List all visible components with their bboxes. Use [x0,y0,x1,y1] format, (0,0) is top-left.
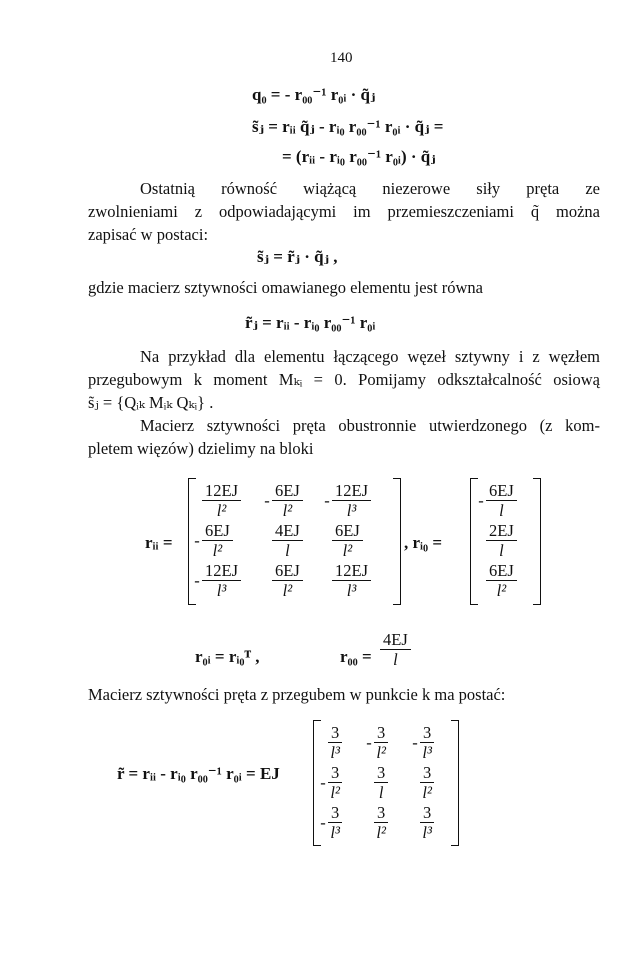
fraction-numerator: 6EJ [202,521,233,541]
matrix-r10-label: , rᵢ₀ = [404,533,443,552]
matrix-cell [364,803,388,842]
matrix-cell-sign: - [366,732,372,752]
matrix-final-label: r̃ = rᵢᵢ - rᵢ₀ r₀₀⁻¹ r₀ᵢ = EJ [117,764,280,783]
equation-r01: r₀ᵢ = rᵢ₀ᵀ , [195,647,260,666]
fraction-denominator: l [499,541,504,560]
page-number: 140 [330,50,353,66]
fraction-denominator: l² [342,541,353,560]
fraction-numerator: 12EJ [202,481,241,501]
paragraph-line: Macierz sztywności pręta z przegubem w punkcie k ma postać: [88,685,506,704]
matrix-cell [322,561,371,600]
fraction-numerator: 6EJ [272,481,303,501]
fraction-denominator: l³ [346,501,357,520]
fraction-denominator: l² [422,783,432,802]
matrix-cell-sign: - [412,732,418,752]
fraction-denominator: l [378,783,384,802]
paragraph-line: s̃ⱼ = {Qᵢₖ Mᵢₖ Qₖᵢ} . [88,393,214,412]
fraction-denominator: l² [282,581,293,600]
matrix-bracket-right [393,478,401,605]
fraction-denominator: l³ [216,581,227,600]
fraction-numerator: 3 [420,763,434,783]
fraction-denominator: l³ [422,743,432,762]
fraction-denominator: l² [282,501,293,520]
fraction-denominator: l³ [422,823,432,842]
equation-stiffness-relation: s̃ⱼ = r̃ⱼ · q̃ⱼ , [257,247,338,266]
paragraph-line: pletem więzów) dzielimy na bloki [88,439,314,458]
matrix-cell-sign: - [320,772,326,792]
fraction-numerator: 3 [374,763,388,783]
matrix-cell-sign: - [320,812,326,832]
paragraph-line: gdzie macierz sztywności omawianego elementu jest równa [88,278,483,297]
fraction-numerator: 12EJ [332,561,371,581]
fraction-numerator: 6EJ [332,521,363,541]
fraction-numerator: 6EJ [486,561,517,581]
matrix-cell [192,521,233,560]
matrix-cell-sign: - [194,570,200,590]
matrix-cell-sign: - [478,490,484,510]
matrix-cell [410,803,434,842]
matrix-cell [318,723,342,762]
fraction-denominator: l [499,501,504,520]
matrix-cell [192,561,241,600]
matrix-cell [318,763,342,802]
paragraph-line: Macierz sztywności pręta obustronnie utwierdzonego (z kom- [140,416,600,435]
fraction-numerator: 3 [374,723,388,743]
paragraph-line: Na przykład dla elementu łączącego węzeł sztywny i z węzłem [140,347,600,366]
matrix-cell-sign: - [264,490,270,510]
matrix-cell [322,521,363,560]
paragraph-line: zapisać w postaci: [88,225,209,244]
matrix-cell [262,521,303,560]
matrix-cell [476,481,517,520]
equation-q0: q₀ = - r₀₀⁻¹ r₀ᵢ · q̃ⱼ [252,85,376,104]
matrix-r11-label: rᵢᵢ = [145,533,173,552]
fraction-numerator: 3 [420,723,434,743]
fraction-numerator: 3 [328,723,342,743]
matrix-bracket-right [451,720,459,846]
fraction-numerator: 12EJ [332,481,371,501]
fraction-denominator: l³ [330,743,340,762]
matrix-cell [410,723,434,762]
fraction-numerator: 4EJ [272,521,303,541]
fraction-numerator: 4EJ [380,630,411,650]
fraction-denominator: l [393,650,398,669]
paragraph-line: zwolnieniami z odpowiadającymi im przemieszczeniami q̃ można [88,202,600,221]
fraction-denominator: l² [216,501,227,520]
fraction-r00 [380,630,411,669]
fraction-denominator: l² [212,541,223,560]
fraction-denominator: l³ [346,581,357,600]
matrix-cell [262,481,303,520]
matrix-cell [476,561,517,600]
matrix-cell [364,763,388,802]
fraction-numerator: 3 [420,803,434,823]
paragraph-line: przegubowym k moment Mₖᵢ = 0. Pomijamy odkształcalność osiową [88,370,600,389]
fraction-denominator: l³ [330,823,340,842]
matrix-cell-sign: - [194,530,200,550]
matrix-cell [262,561,303,600]
fraction-numerator: 3 [374,803,388,823]
fraction-numerator: 3 [328,763,342,783]
fraction-numerator: 12EJ [202,561,241,581]
fraction-numerator: 6EJ [272,561,303,581]
fraction-denominator: l² [330,783,340,802]
equation-reduced-stiffness: r̃ⱼ = rᵢᵢ - rᵢ₀ r₀₀⁻¹ r₀ᵢ [245,313,376,332]
matrix-cell [318,803,342,842]
fraction-numerator: 3 [328,803,342,823]
matrix-cell [476,521,517,560]
fraction-numerator: 6EJ [486,481,517,501]
equation-sj: s̃ⱼ = rᵢᵢ q̃ⱼ - rᵢ₀ r₀₀⁻¹ r₀ᵢ · q̃ⱼ = [252,117,444,136]
matrix-cell [364,723,388,762]
fraction-denominator: l² [496,581,507,600]
matrix-bracket-right [533,478,541,605]
fraction-denominator: l [285,541,290,560]
matrix-cell [322,481,371,520]
matrix-cell [192,481,241,520]
fraction-numerator: 2EJ [486,521,517,541]
paragraph-line: Ostatnią równość wiążącą niezerowe siły pręta ze [140,179,600,198]
fraction-denominator: l² [376,743,386,762]
matrix-cell-sign: - [324,490,330,510]
fraction-denominator: l² [376,823,386,842]
equation-sj-factored: = (rᵢᵢ - rᵢ₀ r₀₀⁻¹ r₀ᵢ) · q̃ⱼ [282,147,436,166]
matrix-cell [410,763,434,802]
equation-r00-label: r₀₀ = [340,647,372,666]
